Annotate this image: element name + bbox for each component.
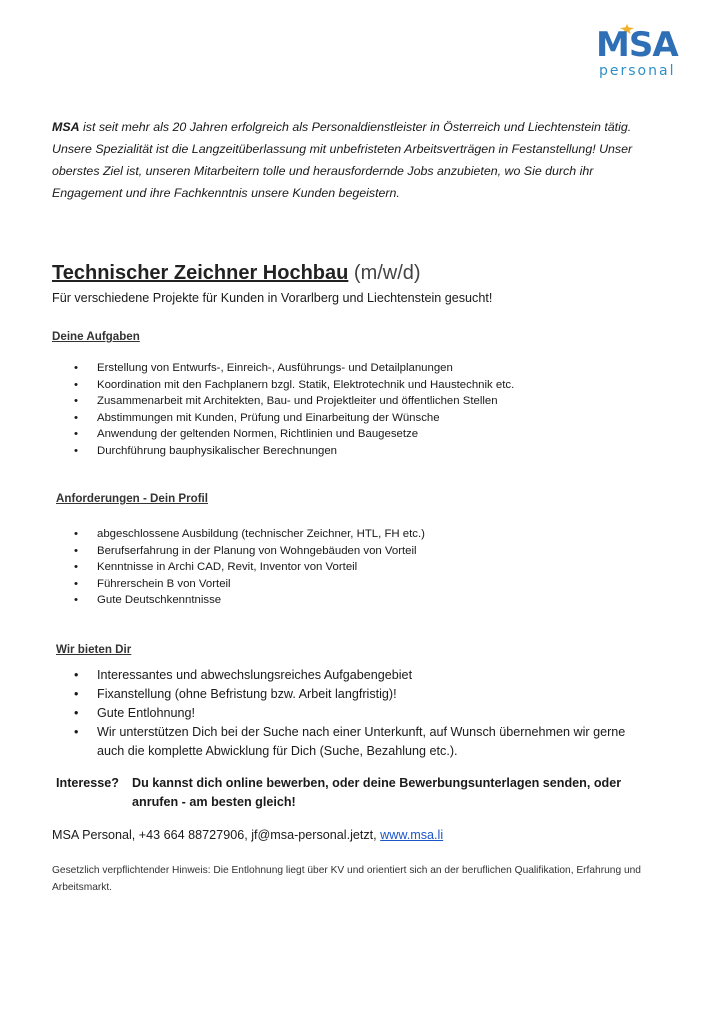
contact-text: MSA Personal, +43 664 88727906, jf@msa-personal.jetzt, — [52, 828, 381, 842]
intro-paragraph — [52, 116, 652, 204]
offer-list — [74, 666, 637, 761]
list-item: • Gute Deutschkenntnisse — [74, 592, 425, 609]
contact-line — [52, 828, 443, 842]
offer-heading: Wir bieten Dir — [56, 643, 132, 656]
interest-label: Interesse? — [56, 776, 119, 790]
list-item: • Führerschein B von Vorteil — [74, 576, 425, 593]
list-item: • Durchführung bauphysikalischer Berechnungen — [74, 443, 514, 460]
list-item: • Erstellung von Entwurfs-, Einreich-, Ausführungs- und Detailplanungen — [74, 360, 514, 377]
msa-logo — [596, 26, 692, 82]
list-item: • abgeschlossene Ausbildung (technischer Zeichner, HTL, FH etc.) — [74, 526, 425, 543]
requirements-list — [74, 526, 425, 609]
logo-mark: MSA — [596, 25, 678, 65]
list-item: • Fixanstellung (ohne Befristung bzw. Arbeit langfristig)! — [74, 685, 637, 704]
job-title — [52, 262, 421, 285]
list-item: • Anwendung der geltenden Normen, Richtlinien und Baugesetze — [74, 426, 514, 443]
list-item: • Zusammenarbeit mit Architekten, Bau- und Projektleiter und öffentlichen Stellen — [74, 393, 514, 410]
list-item: • Koordination mit den Fachplanern bzgl. Statik, Elektrotechnik und Haustechnik etc. — [74, 377, 514, 394]
list-item: • Abstimmungen mit Kunden, Prüfung und Einarbeitung der Wünsche — [74, 410, 514, 427]
list-item: • Gute Entlohnung! — [74, 704, 637, 723]
tasks-heading: Deine Aufgaben — [52, 330, 140, 343]
list-item: • Wir unterstützen Dich bei der Suche nach einer Unterkunft, auf Wunsch übernehmen wir gerne auch die komplette Abwicklung für Dich (Suche, Bezahlung etc.). — [74, 723, 637, 761]
job-title-main: Technischer Zeichner Hochbau — [52, 262, 349, 284]
legal-note: Gesetzlich verpflichtender Hinweis: Die Entlohnung liegt über KV und orientiert sich an der beruflichen Qualifikation, Erfahrung und Arbeitsmarkt. — [52, 865, 641, 893]
list-item: • Interessantes und abwechslungsreiches Aufgabengebiet — [74, 666, 637, 685]
job-title-suffix: (m/w/d) — [348, 262, 421, 284]
list-item: • Kenntnisse in Archi CAD, Revit, Inventor von Vorteil — [74, 559, 425, 576]
intro-text: ist seit mehr als 20 Jahren erfolgreich als Personaldienstleister in Österreich und Liechtenstein tätig. Unsere Spezialität ist die Langzeitüberlassung mit unbefristeten Arbeitsverträgen in Festanstellung! Unser oberstes Ziel ist, unseren Mitarbeitern tolle und herausfordernde Jobs anzubieten, wo Sie durch ihr Engagement und ihre Fachkenntnis unsere Kunden begeistern. — [52, 120, 633, 200]
job-subtitle: Für verschiedene Projekte für Kunden in Vorarlberg und Liechtenstein gesucht! — [52, 291, 493, 305]
logo-subtext: personal — [599, 63, 676, 79]
tasks-list — [74, 360, 514, 459]
list-item: • Berufserfahrung in der Planung von Wohngebäuden von Vorteil — [74, 543, 425, 560]
website-link[interactable]: www.msa.li — [380, 828, 444, 842]
interest-text: Du kannst dich online bewerben, oder deine Bewerbungsunterlagen senden, oder anrufen - am besten gleich! — [132, 776, 622, 809]
requirements-heading: Anforderungen - Dein Profil — [56, 492, 209, 505]
intro-brand: MSA — [52, 120, 80, 134]
